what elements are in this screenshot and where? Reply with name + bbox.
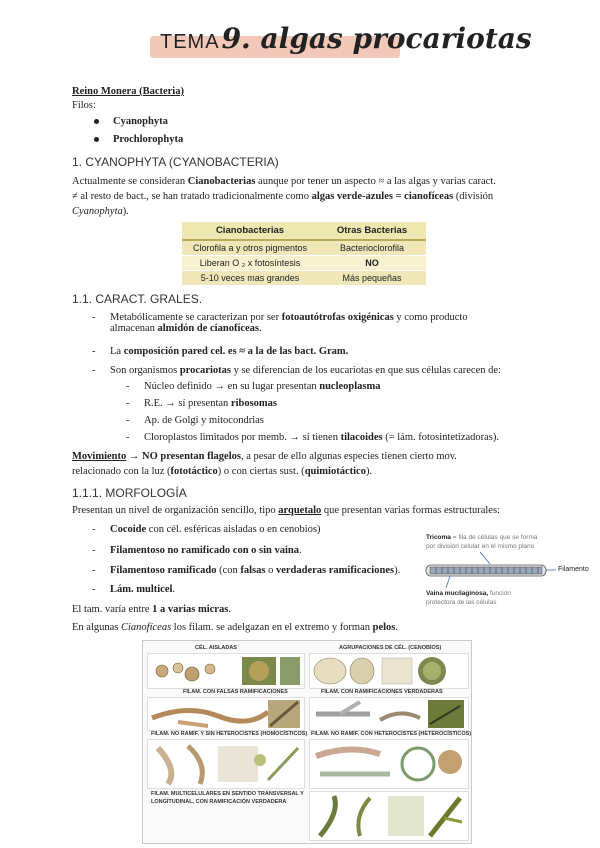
phyla-label: Filos:	[72, 100, 96, 111]
list-item: - Filamentoso ramificado (con falsas o verdaderas ramificaciones).	[92, 565, 401, 576]
tricoma-label: Tricoma	[426, 534, 451, 541]
list-item: - Son organismos procariotas y se diferencian de los eucariotas en que sus células carecen de:	[92, 365, 501, 376]
list-item: - Cocoide con cél. esféricas aisladas o en cenobios)	[92, 524, 321, 535]
morphology-figure	[142, 640, 472, 844]
page-title	[160, 22, 532, 55]
figure-caption: AGRUPACIONES DE CÉL. (CENOBIOS)	[339, 645, 442, 651]
bullet-icon	[94, 137, 99, 142]
figure-caption: LONGITUDINAL, CON RAMIFICACIÓN VERDADERA	[151, 799, 287, 805]
title-prefix: TEMA	[160, 31, 220, 53]
table-cell: Liberan O ₂ x fotosíntesis	[182, 256, 318, 271]
dash-icon: -	[126, 398, 130, 409]
figure-caption: CÉL. AISLADAS	[195, 645, 237, 651]
dash-icon: -	[126, 432, 130, 443]
table-cell: Bacterioclorofila	[318, 240, 426, 256]
movement-paragraph: relacionado con la luz (fototáctico) o con ciertas sust. (quimiotáctico).	[72, 466, 373, 477]
comparison-table	[182, 222, 426, 286]
micrograph-false-branching	[147, 697, 305, 731]
movement-paragraph: Movimiento → NO presentan flagelos, a pesar de ello algunas especies tienen cierto mov.	[72, 451, 457, 462]
list-item: - Filamentoso no ramificado con o sin vaina.	[92, 545, 302, 556]
table-cell: NO	[318, 256, 426, 271]
section-heading-1-1: 1.1. CARACT. GRALES.	[72, 292, 203, 306]
table-cell: 5-10 veces mas grandes	[182, 271, 318, 286]
bullet-icon	[94, 119, 99, 124]
dash-icon: -	[126, 415, 130, 426]
table-header: Otras Bacterias	[318, 222, 426, 240]
list-item: - La composición pared cel. es ≈ a la de las bact. Gram.	[92, 346, 349, 357]
table-cell: Clorofila a y otros pigmentos	[182, 240, 318, 256]
micrograph-true-branching	[309, 697, 469, 731]
paragraph-line: ≠ al resto de bact., se han tratado tradicionalmente como algas verde-azules = cianofíceas (división	[72, 191, 494, 202]
sub-list-item: - Cloroplastos limitados por memb. → sí tienen tilacoides (= lám. fotosintetizadoras).	[126, 432, 500, 443]
filament-diagram: Tricoma = fila de células que se forma por división celular en el mismo plano Filamento Vaina mucilaginosa, función protectora de las células	[420, 530, 590, 610]
title-text: 9. algas procariotas	[221, 22, 532, 55]
figure-caption: FILAM. MULTICELULARES EN SENTIDO TRANSVERSAL Y	[151, 791, 304, 797]
table-header: Cianobacterias	[182, 222, 318, 240]
list-item: - Metabólicamente se caracterizan por ser fotoautótrofas oxigénicas y como producto almacenan almidón de cianofíceas.	[92, 312, 468, 334]
figure-caption: FILAM. NO RAMIF. Y SIN HETEROCISTES (HOMOCÍSTICOS)	[151, 731, 308, 737]
filamento-label: Filamento	[558, 566, 589, 573]
section-heading-1-1-1: 1.1.1. MORFOLOGÍA	[72, 486, 187, 500]
micrograph-homocystic	[147, 739, 305, 789]
tricoma-desc: por división celular en el mismo plano	[426, 543, 535, 550]
paragraph-line: En algunas Cianofíceas los filam. se adelgazan en el extremo y forman pelos.	[72, 622, 399, 633]
table-cell: Más pequeñas	[318, 271, 426, 286]
micrograph-isolated-cells	[147, 653, 305, 689]
figure-caption: FILAM. CON RAMIFICACIONES VERDADERAS	[321, 689, 443, 695]
paragraph-line: Cyanophyta).	[72, 206, 129, 217]
dash-icon: -	[126, 381, 130, 392]
paragraph-line: Actualmente se consideran Cianobacterias aunque por tener un aspecto ≈ a las algas y varias caract.	[72, 176, 496, 187]
dash-icon: -	[92, 346, 96, 357]
micrograph-heterocystic	[309, 739, 469, 789]
paragraph-line: El tam. varía entre 1 a varias micras.	[72, 604, 231, 615]
figure-caption: FILAM. CON FALSAS RAMIFICACIONES	[183, 689, 288, 695]
section-heading-1: 1. CYANOPHYTA (CYANOBACTERIA)	[72, 155, 279, 169]
paragraph-line: Presentan un nivel de organización sencillo, tipo arquetalo que presentan varias formas estructurales:	[72, 505, 500, 516]
figure-caption: FILAM. NO RAMIF. CON HETEROCISTES (HETEROCÍSTICOS)	[311, 731, 472, 737]
sub-list-item: - R.E. → sí presentan ribosomas	[126, 398, 277, 409]
kingdom-heading: Reino Monera (Bacteria)	[72, 86, 184, 97]
vaina-label: Vaina mucilaginosa,	[426, 590, 489, 597]
dash-icon: -	[92, 365, 96, 376]
phylum-item: Cyanophyta	[94, 116, 168, 127]
dash-icon: -	[92, 584, 96, 595]
dash-icon: -	[92, 545, 96, 556]
micrograph-multicellular	[309, 791, 469, 841]
dash-icon: -	[92, 312, 96, 323]
dash-icon: -	[92, 524, 96, 535]
sub-list-item: - Ap. de Golgi y mitocondrias	[126, 415, 264, 426]
vaina-desc: protectora de las células	[426, 599, 497, 606]
list-item: - Lám. multicel.	[92, 584, 176, 595]
micrograph-cenobios	[309, 653, 469, 689]
sub-list-item: - Núcleo definido → en su lugar presentan nucleoplasma	[126, 381, 381, 392]
dash-icon: -	[92, 565, 96, 576]
phylum-item: Prochlorophyta	[94, 134, 183, 145]
